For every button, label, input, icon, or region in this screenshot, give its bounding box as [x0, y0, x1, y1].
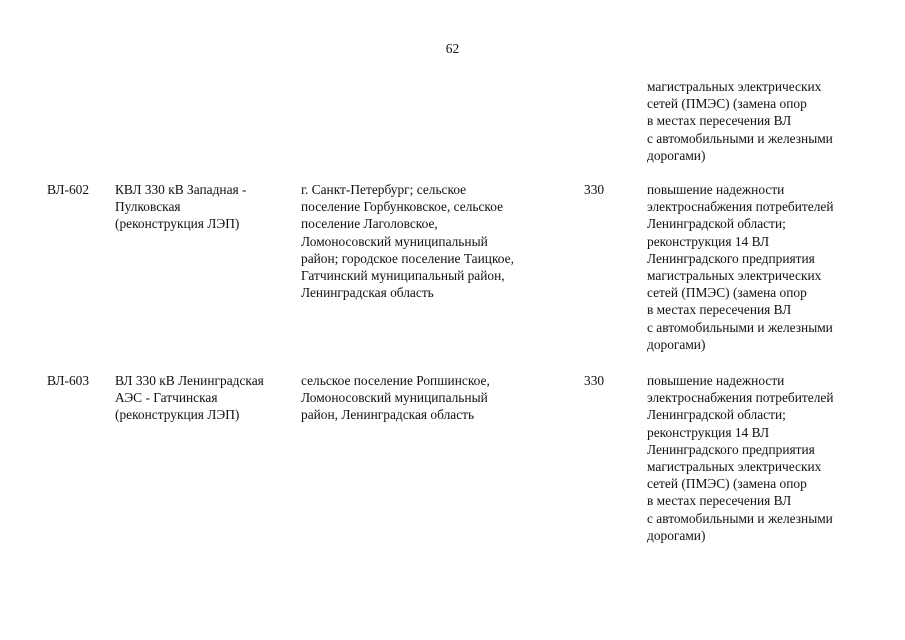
object-location: г. Санкт-Петербург; сельское поселение Горбунковское, сельское поселение Лаголовское, Ломоносовский муниципальный район; городское поселение Таицкое, Гатчинский муниципальный район, Ленинградская область: [301, 182, 514, 301]
object-location: сельское поселение Ропшинское, Ломоносовский муниципальный район, Ленинградская область: [301, 373, 490, 423]
continued-purpose-text: магистральных электрических сетей (ПМЭС) (замена опор в местах пересечения ВЛ с автомобильными и железными дорогами): [647, 79, 833, 163]
object-code: ВЛ-603: [47, 373, 90, 388]
object-purpose: повышение надежности электроснабжения потребителей Ленинградской области; реконструкция 14 ВЛ Ленинградского предприятия магистральных электрических сетей (ПМЭС) (замена опор в местах пересечения ВЛ с автомобильными и железными дорогами): [647, 373, 834, 543]
object-purpose: повышение надежности электроснабжения потребителей Ленинградской области; реконструкция 14 ВЛ Ленинградского предприятия магистральных электрических сетей (ПМЭС) (замена опор в местах пересечения ВЛ с автомобильными и железными дорогами): [647, 182, 834, 352]
object-voltage: 330: [584, 373, 605, 388]
object-name: КВЛ 330 кВ Западная - Пулковская (реконструкция ЛЭП): [115, 182, 247, 232]
object-voltage: 330: [584, 182, 605, 197]
object-name: ВЛ 330 кВ Ленинградская АЭС - Гатчинская (реконструкция ЛЭП): [115, 373, 264, 423]
object-code: ВЛ-602: [47, 182, 90, 197]
page-number: 62: [445, 41, 460, 56]
